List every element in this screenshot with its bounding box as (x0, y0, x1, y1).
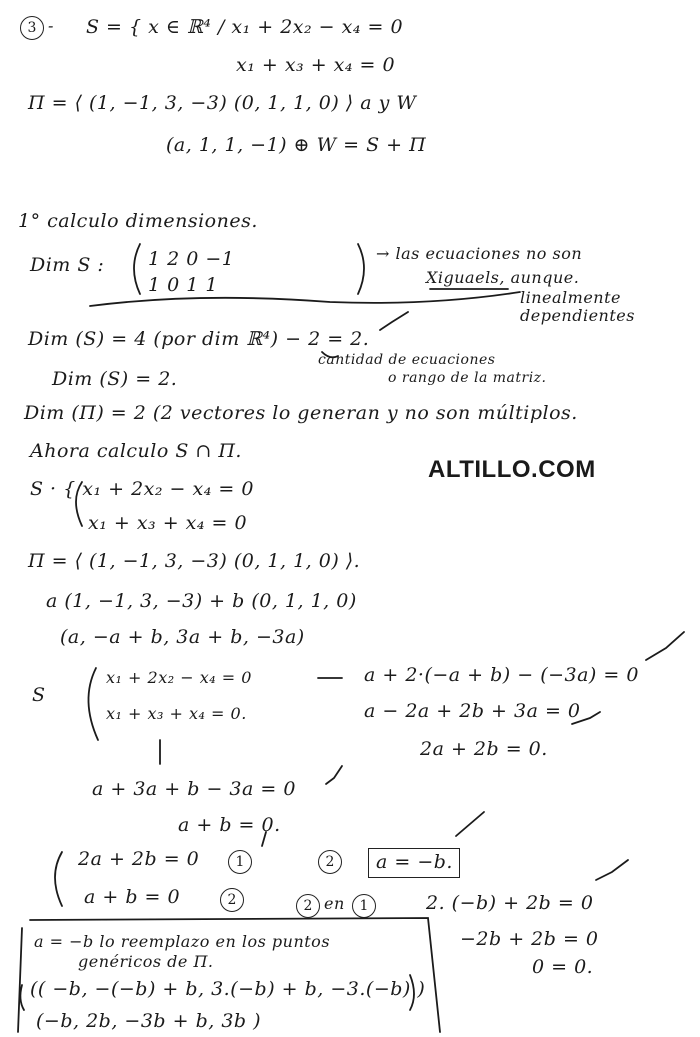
s-system-eq-1: S · { x₁ + 2x₂ − x₄ = 0 (30, 478, 254, 500)
problem-dash: - (48, 16, 54, 35)
system-eq-1: x₁ + 2x₂ − x₄ = 0 (106, 668, 252, 687)
replace-line-2: genéricos de Π. (78, 952, 214, 971)
substitution-eq-4: a + 3a + b − 3a = 0 (92, 778, 296, 800)
final-system-brace (55, 852, 62, 906)
arrow-note-line-2: o rango de la matriz. (388, 370, 547, 386)
tag-label: 1 (359, 898, 369, 914)
replace-line-4: (−b, 2b, −3b + b, 3b ) (36, 1010, 262, 1032)
check-mark-2 (646, 632, 684, 660)
equation-tag-2-ref (318, 850, 342, 874)
check-mark-1 (380, 312, 408, 330)
tag-label: 1 (235, 854, 245, 870)
dim-heading: 1° calculo dimensiones. (18, 210, 258, 232)
check-line-2: −2b + 2b = 0 (460, 928, 599, 950)
tag-label: 2 (303, 898, 313, 914)
matrix-left-paren (134, 244, 140, 294)
problem-number-badge (20, 16, 44, 40)
note-line-3: linealmente (520, 288, 622, 307)
problem-number: 3 (27, 20, 37, 36)
system-eq-2: x₁ + x₃ + x₄ = 0. (106, 704, 247, 723)
substitution-eq-1: a + 2·(−a + b) − (−3a) = 0 (364, 664, 639, 686)
replace-line-3: (( −b, −(−b) + b, 3.(−b) + b, −3.(−b) ) (30, 978, 426, 1000)
final-box-left (18, 928, 22, 1032)
equation-tag-2-into (296, 894, 320, 918)
tag-label: 2 (325, 854, 335, 870)
big-paren-left (20, 985, 24, 1010)
pi-generators: Π = ⟨ (1, −1, 3, −3) (0, 1, 1, 0) ⟩. (28, 550, 361, 572)
s-system-label: S (32, 684, 46, 706)
s-definition-line-2: x₁ + x₃ + x₄ = 0 (236, 54, 396, 76)
dim-s-result: Dim (S) = 2. (52, 368, 178, 390)
matrix-right-paren (358, 244, 364, 294)
check-mark-5 (456, 812, 484, 836)
check-mark-4 (326, 766, 342, 784)
arrow-note-line-1: cantidad de ecuaciones (318, 352, 496, 368)
final-system-eq-1: 2a + 2b = 0 (78, 848, 200, 870)
direct-sum-statement: (a, 1, 1, −1) ⊕ W = S + Π (166, 134, 427, 156)
matrix-row-2: 1 0 1 1 (148, 274, 218, 296)
dim-pi: Dim (Π) = 2 (2 vectores lo generan y no son múltiplos. (24, 402, 578, 424)
s-system-eq-2: x₁ + x₃ + x₄ = 0 (88, 512, 248, 534)
substitution-eq-2: a − 2a + 2b + 3a = 0 (364, 700, 581, 722)
s-definition-line-1: S = { x ∈ ℝ⁴ / x₁ + 2x₂ − x₄ = 0 (86, 16, 404, 38)
intersection-heading: Ahora calculo S ∩ Π. (30, 440, 242, 462)
note-line-2: Xiguaels, aunque. (426, 268, 580, 287)
note-line-1: → las ecuaciones no son (376, 244, 583, 263)
equation-tag-2 (220, 888, 244, 912)
system-brace (88, 668, 98, 740)
check-mark-6 (596, 860, 628, 880)
dim-s-calculation: Dim (S) = 4 (por dim ℝ⁴) − 2 = 2. (28, 328, 370, 350)
matrix-row-1: 1 2 0 −1 (148, 248, 235, 270)
result-a-equals-minus-b: a = −b. (376, 851, 453, 873)
replace-line-1: a = −b lo reemplazo en los puntos (34, 932, 331, 951)
pi-definition: Π = ⟨ (1, −1, 3, −3) (0, 1, 1, 0) ⟩ a y W (28, 92, 417, 114)
note-line-4: dependientes (520, 306, 635, 325)
watermark: ALTILLO.COM (428, 456, 596, 483)
final-system-eq-2: a + b = 0 (84, 886, 181, 908)
tag-label: 2 (227, 892, 237, 908)
dim-s-label: Dim S : (30, 254, 105, 276)
check-line-1: 2. (−b) + 2b = 0 (426, 892, 594, 914)
substitution-eq-3: 2a + 2b = 0. (420, 738, 548, 760)
check-line-3: 0 = 0. (532, 956, 594, 978)
linear-combination: a (1, −1, 3, −3) + b (0, 1, 1, 0) (46, 590, 357, 612)
generic-vector: (a, −a + b, 3a + b, −3a) (60, 626, 305, 648)
equation-tag-1 (228, 850, 252, 874)
substitution-eq-5: a + b = 0. (178, 814, 281, 836)
equation-tag-1-target (352, 894, 376, 918)
en-label: en (324, 894, 345, 913)
